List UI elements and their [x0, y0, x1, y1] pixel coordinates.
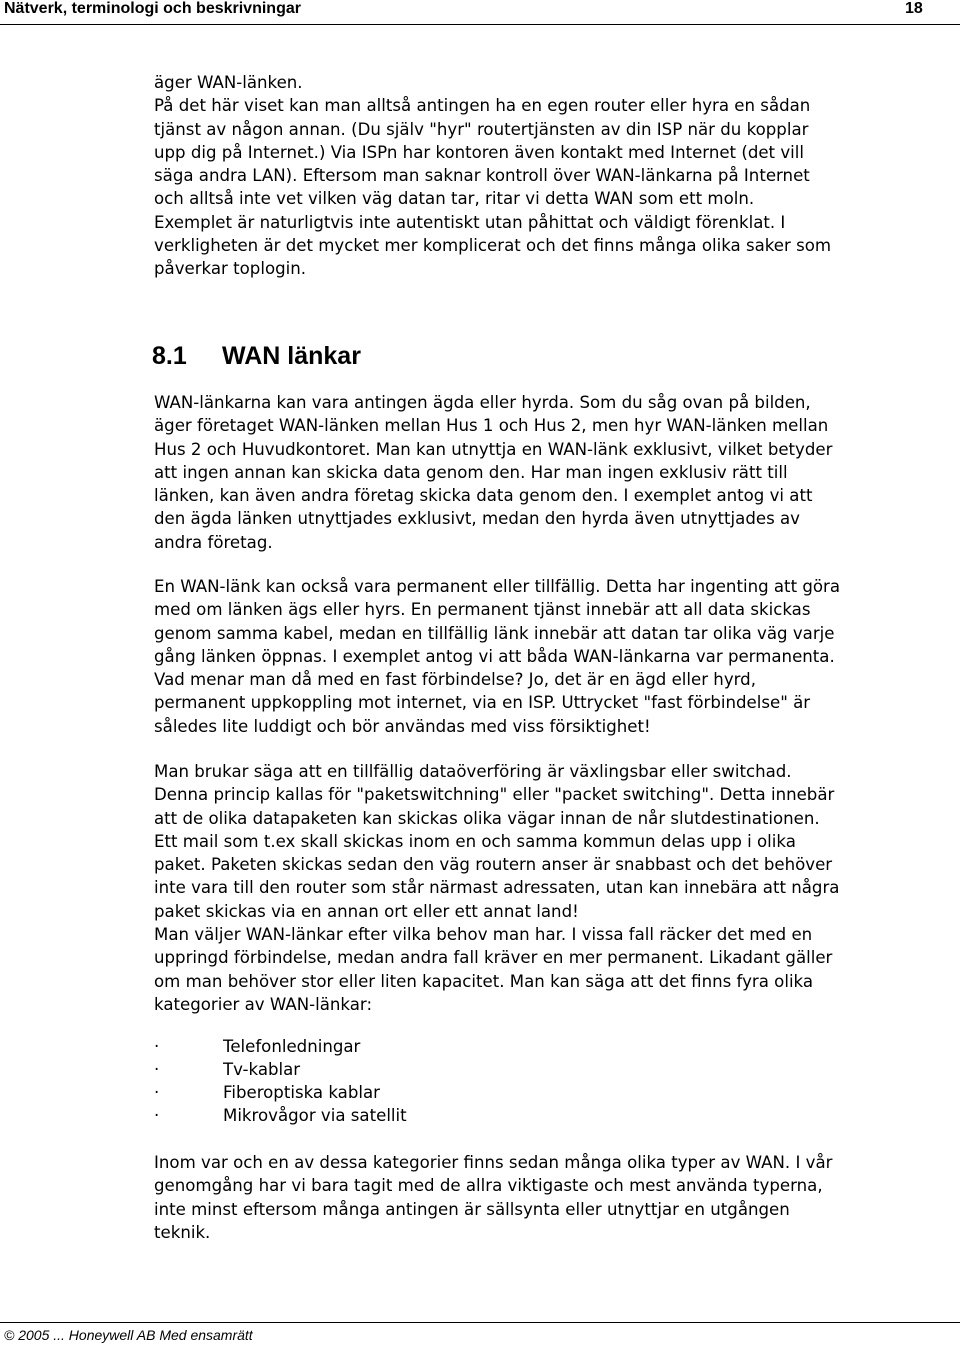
paragraph-permanent-temporary: En WAN-länk kan också vara permanent eller tillfällig. Detta har ingenting att göra med om länken ägs eller hyrs. En permanent tjänst innebär att all data skickas genom samma kabel, medan en tillfällig länk innebär att datan tar olika väg varje gång länken öppnas. I exemplet antog vi att båda WAN-länkarna var permanenta. Vad menar man då med en fast förbindelse? Jo, det är en ägd eller hyrd, permanent uppkoppling mot internet, via en ISP. Uttrycket "fast förbindelse" är således lite luddigt och bör användas med viss försiktighet! — [154, 577, 841, 736]
list-item-label: Mikrovågor via satellit — [223, 1106, 407, 1125]
footer-divider — [0, 1322, 960, 1323]
page-header — [0, 0, 960, 25]
copyright-footer: © 2005 ... Honeywell AB Med ensamrätt — [4, 1327, 253, 1343]
section-title: WAN länkar — [222, 342, 361, 370]
section-number: 8.1 — [152, 342, 187, 370]
paragraph-topology: äger WAN-länken. På det här viset kan man alltså antingen ha en egen router eller hyra en sådan tjänst av någon annan. (Du själv "hyr" routertjänsten av din ISP när du kopplar upp dig på Internet.) Via ISPn har kontoren även kontakt med Internet (det vill säga andra LAN). Eftersom man saknar kontroll över WAN-länkarna på Internet och alltså inte vet vilken väg datan tar, ritar vi detta WAN som ett moln. Exemplet är naturligtvis inte autentiskt utan påhittat och väldigt förenklat. I verkligheten är det mycket mer komplicerat och det finns många olika saker som påverkar toplogin. — [154, 73, 832, 279]
document-title: Nätverk, terminologi och beskrivningar — [4, 0, 301, 17]
paragraph-wan-types: Inom var och en av dessa kategorier finns sedan många olika typer av WAN. I vår genomgång har vi bara tagit med de allra viktigaste och mest använda typerna, inte minst eftersom många antingen är sällsynta eller utnyttjar en utgången teknik. — [154, 1153, 833, 1242]
list-item-label: Fiberoptiska kablar — [223, 1083, 380, 1102]
wan-categories-list — [154, 1035, 754, 1127]
page-number: 18 — [905, 0, 923, 17]
list-item — [154, 1081, 754, 1104]
list-item-label: Telefonledningar — [223, 1037, 361, 1056]
paragraph-packet-switching: Man brukar säga att en tillfällig dataöverföring är växlingsbar eller switchad. Denna princip kallas för "paketswitchning" eller "packet switching". Detta innebär att de olika datapaketen kan skickas olika vägar innan de når slutdestinationen. Ett mail som t.ex skall skickas inom en och samma kommun delas upp i olika paket. Paketen skickas sedan den väg routern anser är snabbast och det behöver inte vara till den router som står närmast adressaten, utan kan innebära att några paket skickas via en annan ort eller ett annat land! Man väljer WAN-länkar efter vilka behov man har. I vissa fall räcker det med en uppringd förbindelse, medan andra fall kräver en mer permanent. Likadant gäller om man behöver stor eller liten kapacitet. Man kan säga att det finns fyra olika kategorier av WAN-länkar: — [154, 762, 840, 1014]
list-item-label: Tv-kablar — [223, 1060, 301, 1079]
bullet-dot: · — [154, 1083, 160, 1102]
list-item — [154, 1035, 754, 1058]
bullet-dot: · — [154, 1060, 160, 1079]
list-item — [154, 1104, 754, 1127]
paragraph-owned-leased: WAN-länkarna kan vara antingen ägda eller hyrda. Som du såg ovan på bilden, äger företaget WAN-länken mellan Hus 1 och Hus 2, men hyr WAN-länken mellan Hus 2 och Huvudkontoret. Man kan utnyttja en WAN-länk exklusivt, vilket betyder att ingen annan kan skicka data genom den. Har man ingen exklusiv rätt till länken, kan även andra företag skicka data genom den. I exemplet antog vi att den ägda länken utnyttjades exklusivt, medan den hyrda även utnyttjades av andra företag. — [154, 393, 833, 552]
bullet-dot: · — [154, 1037, 160, 1056]
bullet-dot: · — [154, 1106, 160, 1125]
list-item — [154, 1058, 754, 1081]
section-heading — [154, 338, 361, 374]
